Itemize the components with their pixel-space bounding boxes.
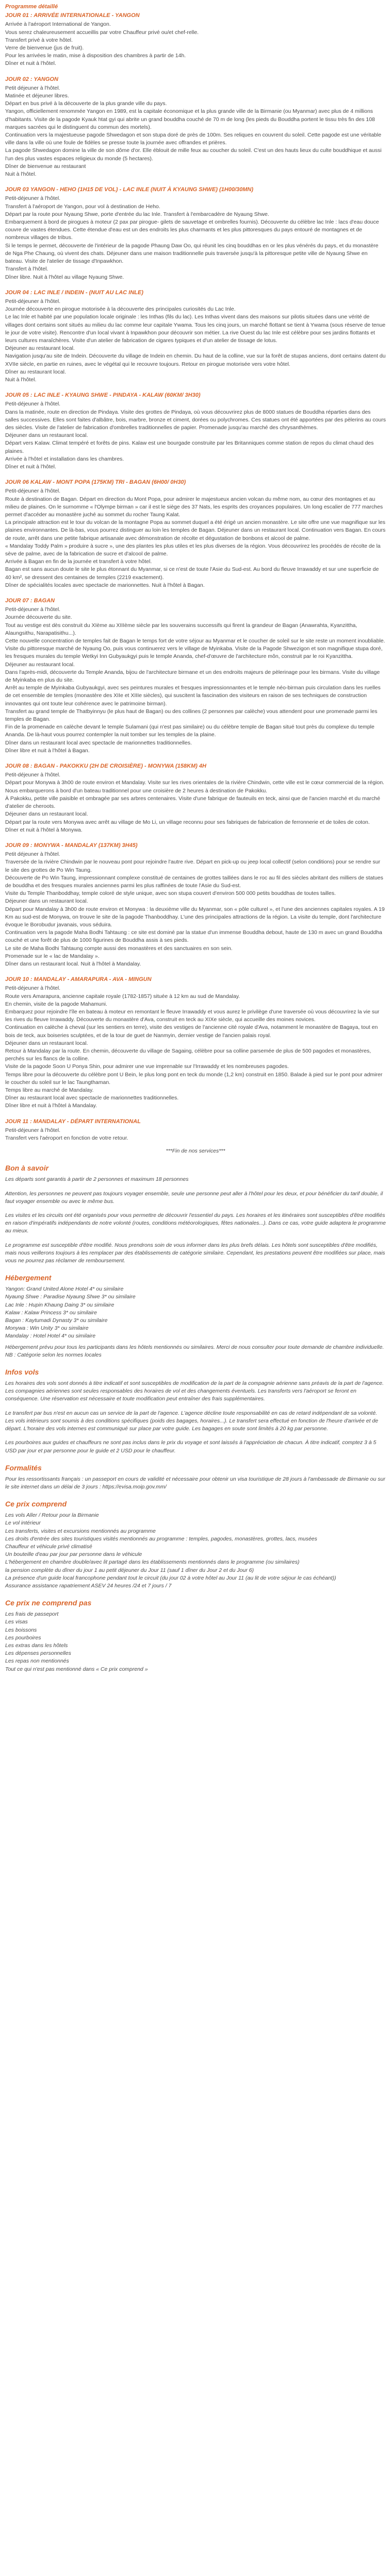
day-title: JOUR 07 : BAGAN	[5, 598, 55, 604]
list-item: Les dépenses personnelles	[5, 1650, 71, 1657]
end-of-services: ***Fin de nos services***	[166, 1148, 225, 1155]
day-text: Dîner et nuit à l'hôtel à Monywa.	[5, 826, 83, 833]
list-item: Les frais de passeport	[5, 1611, 59, 1618]
list-item: Assurance assistance rapatriement ASEV 24 heures /24 et 7 jours / 7	[5, 1582, 172, 1589]
section-title-infos-vols: Infos vols	[5, 1368, 39, 1377]
exclus-list	[5, 1611, 386, 1673]
list-item: Chauffeur et véhicule privé climatisé	[5, 1543, 92, 1550]
list-item: Les transferts, visites et excursions mentionnés au programme	[5, 1528, 156, 1534]
section-title-exclus: Ce prix ne comprend pas	[5, 1599, 92, 1607]
day-text: Embarquez pour rejoindre l'île en bateau à moteur en remontant le fleuve Irrawaddy et vous aurez le privilège d'une traversée où vous découvrirez la vie sur les rives du fleuve Irrawaddy. Découverte du monastère d'Ava, construit en teck au XIXe siècle, qui accueille des moines novices.	[5, 1008, 380, 1023]
day-text: Déjeuner dans un restaurant local.	[5, 811, 88, 818]
day-title: JOUR 04 : LAC INLE / INDEIN - (NUIT AU LAC INLE)	[5, 289, 143, 296]
paragraph: Le transfert par bus n'est en aucun cas un service de la part de l'agence. L'agence décline toute responsabilité en cas de retard indépendant de sa volonté. Les vols intérieurs sont soumis à des conditions spécifiques (poids des bagages, horaires...). Le transfert sera effectué en fonction de l'heure d'arrivée et de départ. L'horaire des vols internes est communiqué sur place par votre guide. Les bagages en soute sont limités à 20 kg par personne.	[5, 1410, 379, 1432]
day-text: Navigation jusqu'au site de Indein. Découverte du village de Indein en chemin. Du haut de la colline, vue sur la forêt de stupas anciens, dont certains datent du XVIIe siècle, en partie en ruines, avec le végétal qui le recouvre toujours. Retour en pirogue motorisée vers votre hôtel.	[5, 353, 386, 367]
day-text: Arrivée à l'hôtel et installation dans les chambres.	[5, 455, 124, 462]
list-item: Le vol intérieur	[5, 1520, 41, 1527]
day-text: Journée découverte en pirogue motorisée à la découverte des principales curiosités du Lac Inle.	[5, 306, 236, 313]
list-item: La présence d'un guide local francophone pendant tout le circuit (du jour 02 à votre hôtel au Jour 11 (au lit de votre séjour le cas échéant))	[5, 1574, 336, 1581]
day-text: Déjeuner au restaurant local.	[5, 345, 75, 352]
day-text: Dîner dans un restaurant local. Nuit à l'hôtel à Mandalay.	[5, 960, 141, 967]
day-text: Si le temps le permet, découverte de l'intérieur de la pagode Phaung Daw Oo, qui réunit les cinq bouddhas en or les plus vénérés du pays, et du monastère de Nga Phe Chaung, où vivent des chats. Déjeuner dans une maison traditionnelle puis traversée jusqu'à la pittoresque petite ville de Nyaung Shwe en bateau. Visite de l'atelier de tissage d'Inpawkhon.	[5, 242, 379, 265]
day-text: Nuit à l'hôtel.	[5, 376, 37, 383]
list-item: Les repas non mentionnés	[5, 1658, 69, 1665]
day-text: Dîner au restaurant local.	[5, 368, 66, 375]
day-text: Fin de la promenade en calèche devant le temple Sulamani (qui n'est pas similaire) ou du célèbre temple de Bagan situé tout près du complexe du temple Ananda. De là-haut vous pourrez contempler la nuit tomber sur les temples de la plaine.	[5, 724, 374, 738]
day-block	[5, 392, 386, 471]
day-title: JOUR 11 : MANDALAY - DÉPART INTERNATIONAL	[5, 1118, 141, 1125]
list-item: Yangon: Grand United Alone Hotel 4* ou similaire	[5, 1286, 124, 1293]
day-text: Déjeuner dans un restaurant local.	[5, 1040, 88, 1046]
list-item: Les pourboires	[5, 1634, 41, 1641]
day-text: Pour les arrivées le matin, mise à disposition des chambres à partir de 14h.	[5, 53, 186, 59]
day-title: JOUR 10 : MANDALAY - AMARAPURA - AVA - MINGUN	[5, 976, 152, 983]
day-text: « Mandalay Toddy Palm » produire à sucre », une des plantes les plus utiles et les plus diverses de la région. Vous découvrirez les procédés de récolte de la sève de palme, avec de la fabrication de sucre et d'alcool de palme.	[5, 543, 381, 557]
list-item: la pension complète du dîner du jour 1 au petit déjeuner du Jour 11 (sauf 1 dîner du Jour 2 et du Jour 6)	[5, 1567, 254, 1573]
day-text: Arrivée à l'aéroport International de Yangon.	[5, 21, 111, 28]
day-text: Découverte de Po Win Taung, impressionnant complexe constitué de centaines de grottes taillées dans le roc au fil des siècles abritant des milliers de statues de bouddha et des fresques murales anciennes parmi les plus raffinées de toute l'Asie du Sud-est.	[5, 874, 383, 889]
list-item: Monywa : Win Unity 3* ou similaire	[5, 1325, 89, 1332]
day-text: Dîner et nuit à l'hôtel.	[5, 60, 56, 67]
list-item: Nyaung Shwe : Paradise Nyaung Shwe 3* ou similaire	[5, 1294, 136, 1300]
day-text: Verre de bienvenue (jus de fruit).	[5, 45, 84, 52]
day-text: Arrivée à Bagan en fin de la journée et transfert à votre hôtel.	[5, 558, 152, 565]
day-block	[5, 12, 386, 67]
day-title: JOUR 03 YANGON - HEHO (1H15 DE VOL) - LAC INLE (NUIT À KYAUNG SHWE) (1H00/30MN)	[5, 187, 253, 193]
spacer	[5, 834, 386, 842]
list-item: Les vols Aller / Retour pour la Birmanie	[5, 1512, 99, 1519]
day-title: JOUR 02 : YANGON	[5, 76, 58, 82]
day-text: Départ par la route vers Monywa avec arrêt au village de Mo Li, un village reconnu pour ses fabriques de fabrication de ferronnerie et de toiles de coton.	[5, 819, 370, 825]
day-text: Petit déjeuner à l'hôtel.	[5, 84, 60, 91]
day-text: Journée découverte du site.	[5, 614, 72, 621]
day-text: Temps libre au marché de Mandalay.	[5, 1087, 94, 1093]
hebergement-note: Hébergement prévu pour tous les participants dans les hôtels mentionnés ou similaires. Merci de nous consulter pour toute demande de chambre individuelle.	[5, 1344, 384, 1350]
day-text: Petit déjeuner à l'hôtel.	[5, 851, 60, 858]
hebergement-note-2: NB : Catégorie selon les normes locales	[5, 1351, 102, 1358]
paragraph: Les départs sont garantis à partir de 2 personnes et maximum 18 personnes	[5, 1176, 189, 1183]
day-text: Petit-déjeuner à l'hôtel.	[5, 298, 61, 304]
day-text: Départ pour Mandalay à 3h00 de route environ et Monywa : la deuxième ville du Myanmar, son « pôle culturel », et l'une des anciennes capitales royales. A 19 Km au sud-est de Monywa, on trouve le site de la pagode Thanboddhay. L'une des principales attractions de la région. La visite du temple, dont l'architecture évoque le Borobudur javanais, vous séduira.	[5, 906, 385, 928]
paragraph: Les pourboires aux guides et chauffeurs ne sont pas inclus dans le prix du voyage et sont laissés à l'appréciation de chacun. À titre indicatif, comptez 3 à 5 USD par jour et par personne pour le guide et 2 USD pour le chauffeur.	[5, 1439, 377, 1454]
day-block	[5, 762, 386, 834]
list-item: Les visas	[5, 1619, 28, 1625]
day-block	[5, 186, 386, 281]
spacer	[5, 384, 386, 392]
spacer	[5, 68, 386, 76]
day-text: Matinée et déjeuner libres.	[5, 93, 69, 99]
day-text: À Pakokku, petite ville paisible et ombragée par ses arbres centenaires. Visite d'une fabrique de fauteuils en teck, ainsi que de l'ancien marché et du marché d'atelier de cheroots.	[5, 795, 380, 810]
day-text: Transfert vers l'aéroport en fonction de votre retour.	[5, 1135, 128, 1142]
spacer	[5, 968, 386, 976]
day-text: Dans l'après-midi, découverte du Temple Ananda, bijou de l'architecture birmane et un des endroits majeurs de pèlerinage pour les birmans. Visite du village de Myinkaba en plus du site.	[5, 669, 380, 684]
list-item: Un bouteille d'eau par jour par personne dans le véhicule	[5, 1551, 142, 1558]
paragraph: Attention, les personnes ne peuvent pas toujours voyager ensemble, seule une personne peut aller à l'hôtel pour les deux, et pour bénéficier du tarif double, il faut voyager ensemble ou avec le même bus.	[5, 1190, 383, 1205]
spacer	[5, 281, 386, 289]
program-days	[5, 12, 386, 1142]
day-text: Départ par la route pour Nyaung Shwe, porte d'entrée du lac Inle. Transfert à l'embarcadère de Nyaung Shwe.	[5, 211, 269, 217]
day-text: Transfert à l'hôtel.	[5, 266, 48, 273]
list-item: Kalaw : Kalaw Princess 3* ou similaire	[5, 1309, 97, 1316]
day-title: JOUR 06 KALAW - MONT POPA (175KM) TRI - BAGAN (6H00/ 0H30)	[5, 479, 186, 486]
spacer	[5, 755, 386, 762]
day-text: Départ vers Kalaw. Climat tempéré et forêts de pins. Kalaw est une bourgade construite par les Britanniques comme station de repos du climat chaud des plaines.	[5, 440, 374, 454]
day-text: Dîner libre et nuit à l'hôtel à Bagan.	[5, 747, 90, 754]
day-text: Petit-déjeuner à l'hôtel.	[5, 772, 61, 778]
day-block	[5, 289, 386, 384]
day-text: Dîner de spécialités locales avec spectacle de marionnettes. Nuit à l'hôtel à Bagan.	[5, 582, 205, 588]
day-text: Déjeuner dans un restaurant local.	[5, 898, 88, 905]
day-text: Déjeuner au restaurant local.	[5, 661, 75, 668]
day-text: Embarquement à bord de pirogues à moteur (2 pax par pirogue- gilets de sauvetage et ombrelles fournis). Découverte du célèbre lac Inle : lacs d'eau douce couvre de vastes étendues. Cette étendue d'eau est un des endroits les plus charmants et les plus pittoresques du pays entouré de montagnes et de nombreux villages de tribus.	[5, 219, 379, 241]
day-text: Temps libre pour la découverte du célèbre pont U Bein, le plus long pont en teck du monde (1,2 km) construit en 1850. Balade à pied sur le pont pour admirer le coucher du soleil sur le lac Taungthaman.	[5, 1071, 383, 1086]
day-text: Promenade sur le « lac de Mandalay ».	[5, 953, 100, 959]
day-text: Route vers Amarapura, ancienne capitale royale (1782-1857) située à 12 km au sud de Mandalay.	[5, 993, 240, 999]
day-title: JOUR 01 : ARRIVÉE INTERNATIONALE - YANGON	[5, 12, 140, 19]
day-text: Visite du Temple Thanboddhay, temple coloré de style unique, avec son stupa couvert d'environ 500 000 petits bouddhas de toutes tailles.	[5, 890, 336, 897]
day-block	[5, 976, 386, 1110]
bon-savoir-body	[5, 1176, 386, 1265]
paragraph: Le programme est susceptible d'être modifié. Nous prendrons soin de vous informer dans les plus brefs délais. Les hôtels sont susceptibles d'être modifiés, mais nous veillerons toujours à les remplacer par des établissements de catégorie similaire. Cependant, les prestations peuvent être modifiées sur place, mais vous ne pourrez pas réclamer de remboursement.	[5, 1242, 385, 1264]
day-text: Petit-déjeuner à l'hôtel.	[5, 401, 61, 408]
day-text: Cette nouvelle concentration de temples fait de Bagan le temps fort de votre séjour au Myanmar et le coucher de soleil sur le site reste un moment inoubliable. Visite du pittoresque marché de Nyaung Oo, puis vous continuerez vers le village de Myinkaba. Visite de la Pagode Shwezigon et son magnifique stupa doré, les fresques murales du temple Wetkyi Inn Gubyaukgyi puis le temple Ananda, chef-d'œuvre de l'architecture môn, construit par le roi Kyanzittha.	[5, 638, 385, 660]
day-text: La principale attraction est le tour du volcan de la montagne Popa au sommet duquel a été érigé un ancien monastère. Le site offre une vue magnifique sur les plaines environnantes. De là-bas, vous pourrez distinguer au loin les temples de Bagan. Déjeuner dans un restaurant local. Continuation vers Bagan. En cours de route, arrêt dans une petite fabrique artisanale avec démonstration de récolte et dégustation de bonbons et alcool de palme.	[5, 519, 386, 541]
section-title-hebergement: Hébergement	[5, 1274, 52, 1282]
day-title: JOUR 09 : MONYWA - MANDALAY (137KM) 3H45)	[5, 842, 138, 849]
formalites-text: Pour les ressortissants français : un passeport en cours de validité et nécessaire pour obtenir un visa touristique de 28 jours à l'ambassade de Birmanie ou sur le site internet dans un délai de 3 jours : https://evisa.moip.gov.mm/	[5, 1476, 385, 1490]
day-text: Route à destination de Bagan. Départ en direction du Mont Popa, pour admirer le majestueux ancien volcan du même nom, au cœur des montagnes et au milieu de plaines. On le surnomme « l'Olympe birman » car il est le siège des 37 Nats, les esprits des croyances populaires. Un long escalier de 777 marches permet d'accéder au monastère juché au sommet du rocher Taung Kalat.	[5, 496, 383, 518]
spacer	[5, 471, 386, 479]
day-title: JOUR 08 : BAGAN - PAKOKKU (2H DE CROISIÈRE) - MONYWA (158KM) 4H	[5, 763, 206, 770]
day-text: Petit-déjeuner à l'hôtel.	[5, 1127, 61, 1133]
inclus-list	[5, 1512, 386, 1590]
day-text: Tout au vestige est dès construit du XIème au XIIIème siècle par les souverains successifs qui firent la grandeur de Bagan (Anawrahta, Kyanzittha, Alaungsithu, Narapatisithu...).	[5, 622, 357, 636]
day-text: Transfert à l'aéroport de Yangon, pour vol à destination de Heho.	[5, 203, 160, 210]
day-block	[5, 597, 386, 755]
day-text: Petit-déjeuner à l'hôtel.	[5, 195, 61, 202]
infos-vols-body	[5, 1380, 386, 1455]
list-item: Bagan : Kaytumadi Dynasty 3* ou similaire	[5, 1317, 108, 1324]
day-block	[5, 479, 386, 589]
day-text: Transfert au grand temple de Thatbyinnyu (le plus haut de Bagan) ou des collines (2 personnes par calèche) vous attendent pour une promenade parmi les temples de Bagan.	[5, 708, 378, 723]
list-item: Lac Inle : Hupin Khaung Daing 3* ou similaire	[5, 1301, 115, 1308]
day-text: Petit-déjeuner à l'hôtel.	[5, 488, 61, 495]
section-title-inclus: Ce prix comprend	[5, 1500, 67, 1509]
day-text: La pagode Shwedagon domine la ville de son dôme d'or. Elle éblouit de mille feux au coucher du soleil. C'est un des hauts lieux du culte bouddhique et aussi l'un des plus vastes espaces religieux du monde (5 hectares).	[5, 147, 382, 162]
day-text: Nous embarquerons à bord d'un bateau traditionnel pour une croisière de 2 heures à destination de Pakokku.	[5, 787, 268, 794]
day-text: Départ pour Monywa à 3h00 de route environ et Mandalay. Visite sur les rives orientales de la rivière Chindwin, cette ville est le cœur commercial de la région.	[5, 779, 384, 786]
list-item: Tout ce qui n'est pas mentionné dans « Ce prix comprend »	[5, 1666, 148, 1672]
list-item: Mandalay : Hotel Hotel 4* ou similaire	[5, 1333, 96, 1340]
day-text: Yangon, officiellement renommée Yangon en 1989, est la capitale économique et la plus grande ville de la Birmanie (ou Myanmar) avec plus de 4 millions d'habitants. Visite de la pagode Kyauk htat gyi qui abrite un grand bouddha couché de 70 m de long (les pieds du Bouddha portent le tissu très fin des 108 marques sacrées qui le distinguent du commun des mortels).	[5, 108, 375, 130]
section-title-formalites: Formalités	[5, 1463, 42, 1472]
hebergement-list	[5, 1285, 386, 1340]
spacer	[5, 1110, 386, 1118]
day-text: Arrêt au temple de Myinkaba Gubyaukgyi, avec ses peintures murales et fresques impressionnantes et le temple néo-birman puis circulation dans les ruelles de cet ensemble de temples (monastère des XIIe et XIIIe siècles), qui suscitent la fascination des visiteurs en raison de ses techniques de construction innovantes qui ont toute leur cohérence avec le patrimoine birman).	[5, 685, 381, 707]
section-title-bon-savoir: Bon à savoir	[5, 1164, 49, 1173]
day-text: Visite de la pagode Soon U Ponya Shin, pour admirer une vue imprenable sur l'Irrawaddy et les nombreuses pagodes.	[5, 1063, 289, 1070]
day-block	[5, 76, 386, 179]
day-block	[5, 1118, 386, 1143]
day-text: Continuation en calèche à cheval (sur les sentiers en terre), visite des vestiges de l'ancienne cité royale d'Ava, notamment le monastère de Bagaya, tout en bois de teck, aux boiseries sculptées, et de la tour de guet de Nanmyin, dernier vestige de l'ancien palais royal.	[5, 1024, 378, 1039]
list-item: Les droits d'entrée des sites touristiques visités mentionnés au programme : temples, pagodes, monastères, grottes, lacs, musées	[5, 1535, 317, 1542]
day-text: Dîner libre et nuit à l'hôtel à Mandalay.	[5, 1103, 97, 1109]
day-title: JOUR 05 : LAC INLE - KYAUNG SHWE - PINDAYA - KALAW (60KM/ 3H30)	[5, 392, 201, 399]
day-text: Petit-déjeuner à l'hôtel.	[5, 606, 61, 613]
spacer	[5, 589, 386, 597]
day-text: Continuation vers la majestueuse pagode Shwedagon et son stupa doré de près de 100m. Ses reliques en couvrent du soleil. Cette pagode est une véritable ville dans la ville où une foule de fidèles se presse toute la journée avec offrandes et prières.	[5, 132, 382, 146]
day-text: En chemin, visite de la pagode Mahamuni.	[5, 1001, 107, 1007]
day-text: Dîner de bienvenue au restaurant	[5, 163, 86, 170]
day-text: Retour à Mandalay par la route. En chemin, découverte du village de Sagaing, célèbre pour sa colline parsemée de plus de 500 pagodes et monastères, perchés sur les flancs de la colline.	[5, 1047, 371, 1062]
paragraph: Les horaires des vols sont donnés à titre indicatif et sont susceptibles de modification de la part de la compagnie aérienne sans préavis de la part de l'agence. Les compagnies aériennes sont seules responsables des horaires de vol et des changements éventuels. Les transferts vers l'aéroport se feront en conséquence. Une réservation est nécessaire et toute modification peut entraîner des frais supplémentaires.	[5, 1380, 384, 1402]
day-text: Bagan est sans aucun doute le site le plus étonnant du Myanmar, si ce n'est de toute l'Asie du Sud-est. Au bord du fleuve Irrawaddy et sur une superficie de 40 km², se dressent des centaines de temples (2219 exactement).	[5, 566, 379, 581]
day-text: Dans la matinée, route en direction de Pindaya. Visite des grottes de Pindaya, où vous découvrirez plus de 8000 statues de Bouddha réparties dans des salles successives. Elles sont faites d'albâtre, bois, marbre, bronze et ciment, dorées ou polychromes. Ces statues ont été apportées par des pèlerins au cours des siècles. Visite de l'atelier de fabrication d'ombrelles traditionnelles de papier. Promenade jusqu'au marché des chrysanthèmes.	[5, 409, 386, 431]
day-text: Départ en bus privé à la découverte de la plus grande ville du pays.	[5, 100, 167, 107]
list-item: L'hébergement en chambre double/avec lit partagé dans les établissements mentionnés dans le programme (ou similaires)	[5, 1559, 300, 1566]
day-block	[5, 842, 386, 968]
day-text: Nuit à l'hôtel.	[5, 171, 37, 178]
day-text: Déjeuner dans un restaurant local.	[5, 432, 88, 439]
program-heading: Programme détaillé	[5, 4, 58, 10]
day-text: Dîner au restaurant local avec spectacle de marionnettes traditionnelles.	[5, 1095, 179, 1101]
day-text: Dîner libre. Nuit à l'hôtel au village Nyaung Shwe.	[5, 274, 124, 280]
day-text: Petit-déjeuner à l'hôtel.	[5, 985, 61, 992]
day-text: Dîner et nuit à l'hôtel.	[5, 463, 56, 470]
list-item: Les extras dans les hôtels	[5, 1642, 68, 1649]
day-text: Dîner dans un restaurant local avec spectacle de marionnettes traditionnelles.	[5, 739, 192, 746]
day-text: Le lac Inle et habité par une population locale originale : les Inthas (fils du lac). Les Inthas vivent dans des maisons sur pilotis situées dans une vérité de villages dont certains sont situés au milieu du lac comme leur capitale Ywama. Tous les cinq jours, un marché flottant se tient à Ywama (sous réserve de tenue le jour de votre visite). Rencontre d'un local vivant à Inpawkhon pour découvrir son métier. La rive Ouest du lac Inle est célèbre pour ses jardins flottants et leurs cultures maraîchères. Visite d'un atelier de fabrication de cigares typiques et d'un atelier de tissage de lotus.	[5, 314, 386, 344]
day-text: Transfert privé à votre hôtel.	[5, 37, 73, 43]
list-item: Les boissons	[5, 1626, 37, 1633]
paragraph: Les visites et les circuits ont été organisés pour vous permettre de découvrir l'essentiel du pays. Les horaires et les itinéraires sont susceptibles d'être modifiés en raison d'impératifs indépendants de notre volonté (routes, conditions météorologiques, fêtes nationales...). Dans ce cas, votre guide adaptera le programme au mieux.	[5, 1212, 386, 1234]
day-text: Traversée de la rivière Chindwin par le nouveau pont pour rejoindre l'autre rive. Départ en pick-up ou jeep local collectif (selon conditions) pour se rendre sur le site des grottes de Po Win Taung.	[5, 859, 381, 873]
day-text: Le site de Maha Bodhi Tahtaung compte aussi des monastères et des sanctuaires en son sein.	[5, 945, 233, 952]
spacer	[5, 178, 386, 186]
day-text: Continuation vers la pagode Maha Bodhi Tahtaung : ce site est dominé par la statue d'un immense Bouddha debout, haute de 130 m avec un grand Bouddha couché et une forêt de plus de 1000 figurines de Bouddha assis à ses pieds.	[5, 929, 382, 944]
day-text: Vous serez chaleureusement accueillis par votre Chauffeur privé ou/et chef-relle.	[5, 29, 199, 36]
